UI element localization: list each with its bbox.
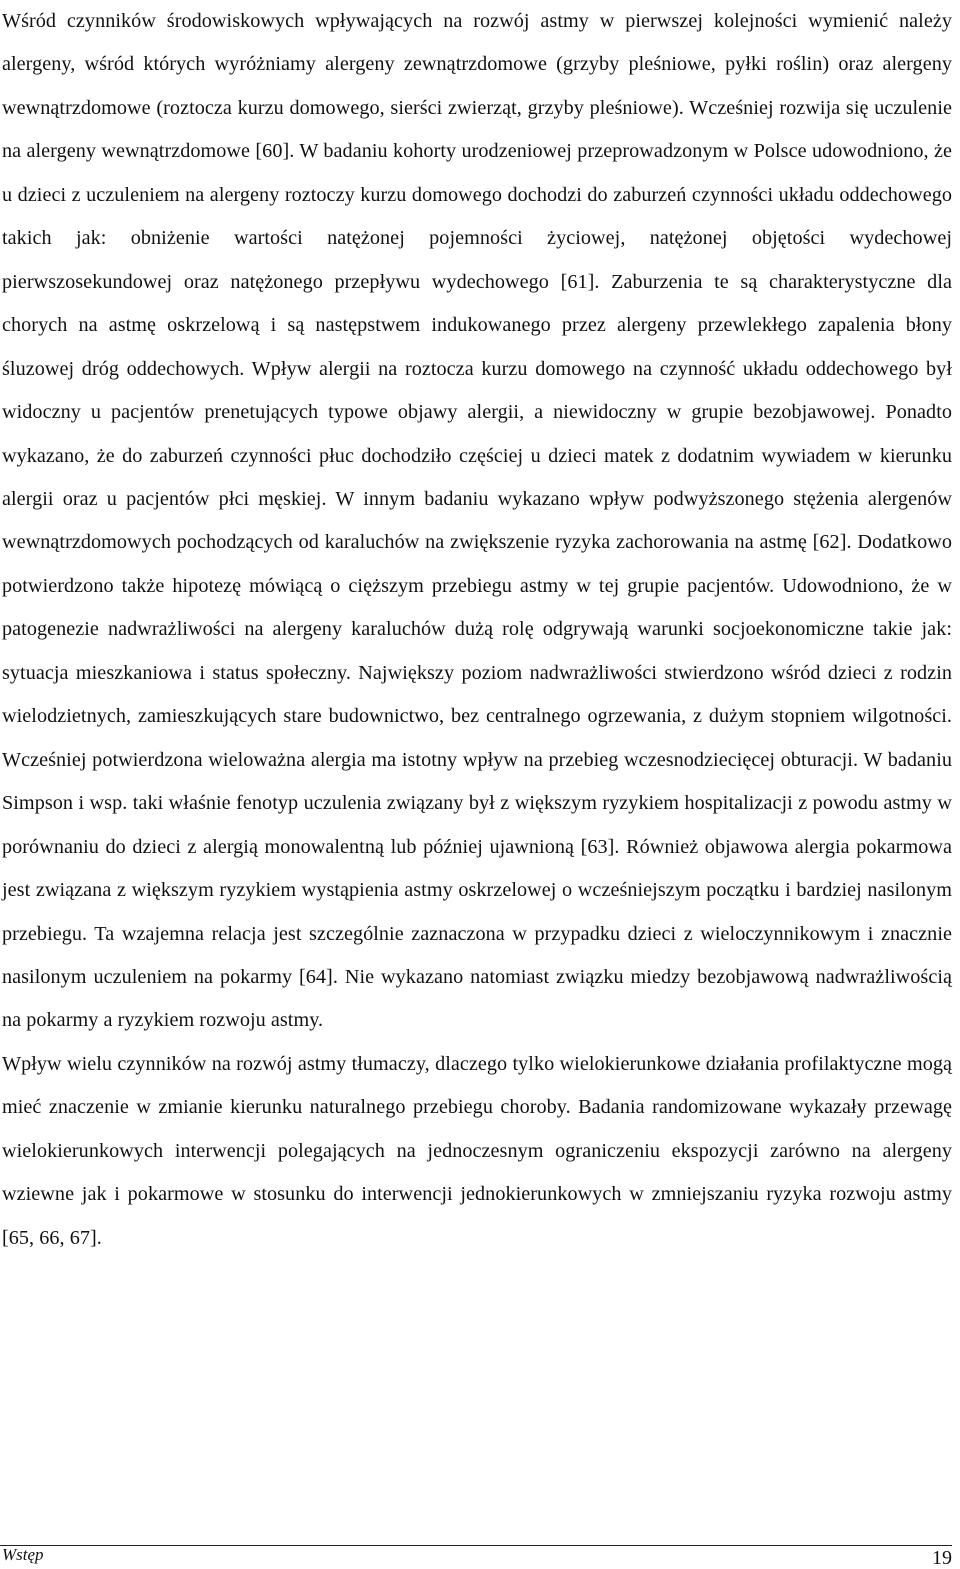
page-footer (2, 1544, 952, 1567)
paragraph-multidirectional-prevention: Wpływ wielu czynników na rozwój astmy tłumaczy, dlaczego tylko wielokierunkowe działania profilaktyczne mogą mieć znaczenie w zmianie kierunku naturalnego przebiegu choroby. Badania randomizowane wykazały przewagę wielokierunkowych interwencji polegających na jednoczesnym ograniczeniu ekspozycji zarówno na alergeny wziewne jak i pokarmowe w stosunku do interwencji jednokierunkowych w zmniejszaniu ryzyka rozwoju astmy [65, 66, 67]. (2, 1052, 952, 1249)
page-number: 19 (932, 1547, 952, 1569)
paragraph-environmental-allergens: Wśród czynników środowiskowych wpływających na rozwój astmy w pierwszej kolejności wymienić należy alergeny, wśród których wyróżniamy alergeny zewnątrzdomowe (grzyby pleśniowe, pyłki roślin) oraz alergeny wewnątrzdomowe (roztocza kurzu domowego, sierści zwierząt, grzyby pleśniowe). Wcześniej rozwija się uczulenie na alergeny wewnątrzdomowe [60]. W badaniu kohorty urodzeniowej przeprowadzonym w Polsce udowodniono, że u dzieci z uczuleniem na alergeny roztoczy kurzu domowego dochodzi do zaburzeń czynności układu oddechowego takich jak: obniżenie wartości natężonej pojemności życiowej, natężonej objętości wydechowej pierwszosekundowej oraz natężonego przepływu wydechowego [61]. Zaburzenia te są charakterystyczne dla chorych na astmę oskrzelową i są następstwem indukowanego przez alergeny przewlekłego zapalenia błony śluzowej dróg oddechowych. Wpływ alergii na roztocza kurzu domowego na czynność układu oddechowego był widoczny u pacjentów prenetujących typowe objawy alergii, a niewidoczny w grupie bezobjawowej. Ponadto wykazano, że do zaburzeń czynności płuc dochodziło częściej u dzieci matek z dodatnim wywiadem w kierunku alergii oraz u pacjentów płci męskiej. W innym badaniu wykazano wpływ podwyższonego stężenia alergenów wewnątrzdomowych pochodzących od karaluchów na zwiększenie ryzyka zachorowania na astmę [62]. Dodatkowo potwierdzono także hipotezę mówiącą o cięższym przebiegu astmy w tej grupie pacjentów. Udowodniono, że w patogenezie nadwrażliwości na alergeny karaluchów dużą rolę odgrywają warunki socjoekonomiczne takie jak: sytuacja mieszkaniowa i status społeczny. Największy poziom nadwrażliwości stwierdzono wśród dzieci z rodzin wielodzietnych, zamieszkujących stare budownictwo, bez centralnego ogrzewania, z dużym stopniem wilgotności. Wcześniej potwierdzona wieloważna alergia ma istotny wpływ na przebieg wczesnodziecięcej obturacji. W badaniu Simpson i wsp. taki właśnie fenotyp uczulenia związany był z większym ryzykiem hospitalizacji z powodu astmy w porównaniu do dzieci z alergią monowalentną lub później ujawnioną [63]. Również objawowa alergia pokarmowa jest związana z większym ryzykiem wystąpienia astmy oskrzelowej o wcześniejszym początku i bardziej nasilonym przebiegu. Ta wzajemna relacja jest szczególnie zaznaczona w przypadku dzieci z wieloczynnikowym i znacznie nasilonym uczuleniem na pokarmy [64]. Nie wykazano natomiast związku miedzy bezobjawową nadwrażliwością na pokarmy a ryzykiem rozwoju astmy. (2, 10, 952, 1032)
document-body (2, 0, 952, 1260)
footer-section-title: Wstęp (2, 1545, 44, 1564)
